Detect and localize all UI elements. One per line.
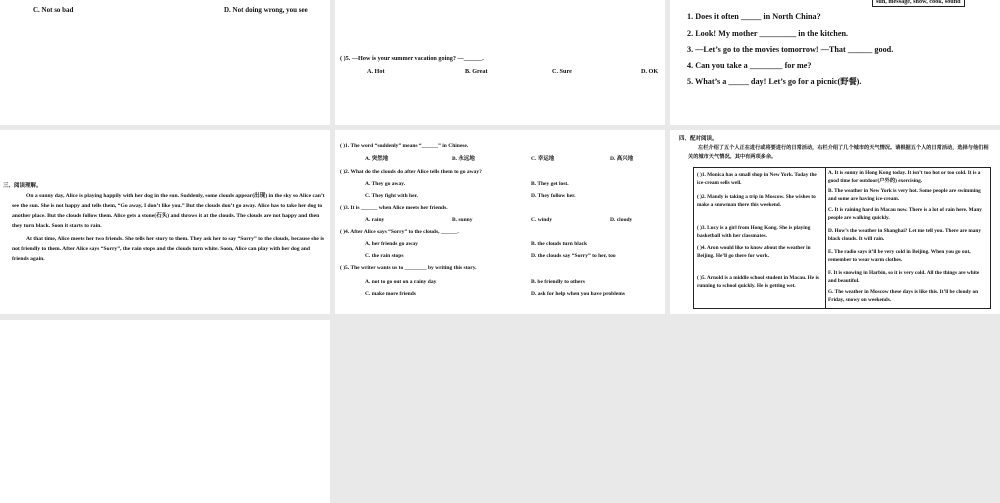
section-heading: 三、阅读理解。 [3, 183, 42, 189]
question-3: ( )3. It is ______ when Alice meets her friends. [340, 205, 448, 211]
fill-line-5: 5. What’s a _____ day! Let’s go for a picnic(野餐). [687, 77, 862, 86]
q1-option-b: B. 永远地 [452, 156, 475, 162]
page-panel-7 [0, 320, 330, 503]
fill-line-2: 2. Look! My mother _________ in the kitchen. [687, 29, 849, 38]
question-4: ( )4. After Alice says “Sorry” to the clouds, ______. [340, 229, 459, 235]
q4-option-a: A. her friends go away [365, 241, 418, 247]
page-panel-5 [335, 130, 665, 314]
q2-option-c: C. They fight with her. [365, 193, 418, 199]
fill-line-3: 3. —Let’s go to the movies tomorrow! —That ______ good. [687, 45, 894, 54]
left-item-1: ( )1. Monica has a small shop in New York. Today the ice-cream sells well. [697, 172, 817, 187]
page-panel-2 [335, 0, 665, 125]
q3-option-b: B. sunny [452, 217, 473, 223]
q4-option-d: D. the clouds say “Sorry” to her, too [531, 253, 616, 259]
section-heading: 四、配对阅读。 [679, 136, 718, 142]
right-item-b: B. The weather in New York is very hot. Some people are swimming and some are having ice-cream. [828, 188, 981, 203]
page-panel-3 [670, 0, 1000, 125]
q1-option-a: A. 突然地 [365, 156, 389, 162]
question-2: ( )2. What do the clouds do after Alice tells them to go away? [340, 169, 482, 175]
q4-option-c: C. the rain stops [365, 253, 404, 259]
instructions: 左栏介绍了五个人正在进行或将要进行的日常活动，右栏介绍了几个城市的天气情况。请根据五个人的日常活动，选择与他们相关的城市天气情况。其中有两项多余。 [688, 145, 989, 160]
q3-option-c: C. windy [531, 217, 553, 223]
left-item-3: ( )3. Lucy is a girl from Hong Kong. She is playing basketball with her classmates. [697, 225, 811, 240]
option-d: D. OK [641, 68, 659, 75]
q1-option-d: D. 高兴地 [610, 156, 634, 162]
passage-paragraph-1: On a sunny day, Alice is playing happily with her dog in the sun. Suddenly, some clouds appear(出现) in the sky so Alice can’t see the sun. She is not happy and tells them, “Go away, I don’t like you.” But the clouds don’t go away. Alice has to take her dog to another place. But the clouds follow them. Alice gets a stone(石头) and throws it at the clouds. The clouds are not happy and then they turn black. Soon it starts to rain. [12, 193, 325, 230]
option-b: B. Great [465, 68, 488, 75]
matching-table [693, 167, 991, 309]
q2-option-a: A. They go away. [365, 181, 406, 187]
option-c: C. Sure [552, 68, 572, 75]
left-item-5: ( )5. Arnold is a middle school student in Macau. He is running to school quickly. He is getting wet. [697, 275, 819, 290]
right-item-c: C. It is raining hard in Macau now. There is a lot of rain here. Many people are walking quickly. [828, 207, 982, 222]
q3-option-d: D. cloudy [610, 217, 633, 223]
fill-line-4: 4. Can you take a ________ for me? [687, 61, 812, 70]
q5-option-d: D. ask for help when you have problems [531, 291, 625, 297]
question-1: ( )1. The word “suddenly” means “______” in Chinese. [340, 143, 469, 149]
fill-line-1: 1. Does it often _____ in North China? [687, 12, 821, 21]
q5-option-b: B. be friendly to others [531, 279, 585, 285]
table-divider [825, 168, 826, 308]
option-c: C. Not so bad [33, 6, 74, 14]
right-item-g: G. The weather in Moscow these days is like this. It’ll be cloudy on Friday, snowy on weekends. [828, 289, 979, 304]
question-5: ( )5. —How is your summer vacation going? —______. [340, 55, 484, 62]
q5-option-c: C. make more friends [365, 291, 416, 297]
q1-option-c: C. 幸运地 [531, 156, 555, 162]
passage-paragraph-2: At that time, Alice meets her two friends. She tells her story to them. They ask her to say “Sorry” to the clouds, because she is not friendly to them. After Alice says “Sorry”, the rain stops and the clouds turn white. Soon, Alice can play with her dog and friends again. [12, 236, 325, 263]
left-item-4: ( )4. Aron would like to know about the weather in Beijing. He’ll go there for work. [697, 245, 811, 260]
q2-option-b: B. They get lost. [531, 181, 569, 187]
option-a: A. Hot [367, 68, 385, 75]
q2-option-d: D. They follow her. [531, 193, 576, 199]
option-d: D. Not doing wrong, you see [224, 6, 308, 14]
question-5: ( )5. The writer wants us to ________ by writing this story. [340, 265, 477, 271]
page-panel-1 [0, 0, 330, 125]
page-panel-6 [670, 130, 1000, 314]
right-item-f: F. It is snowing in Harbin, so it is very cold. All the things are white and beautiful. [828, 270, 980, 285]
q3-option-a: A. rainy [365, 217, 385, 223]
q4-option-b: B. the clouds turn black [531, 241, 588, 247]
page-panel-4 [0, 130, 330, 314]
right-item-a: A. It is sunny in Hong Kong today. It isn’t too hot or too cold. It is a good time for outdoor(户外的) exercising. [828, 170, 981, 185]
left-item-2: ( )2. Mandy is taking a trip in Moscow. She wishes to make a snowman there this weekend. [697, 194, 816, 209]
q5-option-a: A. not to go out on a rainy day [365, 279, 437, 285]
word-box: sun, message, snow, cook, sound [872, 0, 965, 7]
right-item-d: D. How’s the weather in Shanghai? Let me tell you. There are many black clouds. It will rain. [828, 228, 982, 243]
right-item-e: E. The radio says it’ll be very cold in Beijing. When you go out, remember to wear warm clothes. [828, 249, 971, 264]
